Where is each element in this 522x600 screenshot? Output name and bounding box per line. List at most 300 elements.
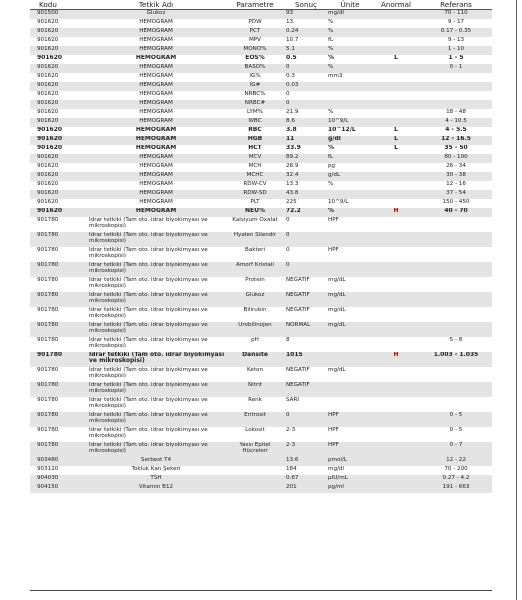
cell-kod: 901620 — [30, 55, 86, 64]
cell-ano — [372, 367, 420, 382]
cell-adi: HEMOGRAM — [86, 55, 226, 64]
cell-ano — [372, 163, 420, 172]
cell-uni: fL — [328, 37, 372, 46]
table-row — [30, 172, 492, 181]
cell-ano — [372, 172, 420, 181]
table-row — [30, 154, 492, 163]
cell-kod: 901620 — [30, 73, 86, 82]
cell-uni: HPF — [328, 442, 372, 457]
cell-kod: 901780 — [30, 382, 86, 397]
cell-par: HGB — [226, 136, 284, 145]
cell-son: 43.8 — [284, 190, 328, 199]
cell-uni — [328, 190, 372, 199]
cell-kod: 901780 — [30, 337, 86, 352]
results-table — [30, 0, 492, 493]
cell-ano: H — [372, 208, 420, 217]
cell-son: SARI — [284, 397, 328, 412]
cell-par: MCV — [226, 154, 284, 163]
table-row — [30, 412, 492, 427]
cell-uni: % — [328, 181, 372, 190]
cell-ano — [372, 484, 420, 493]
cell-son: 13.3 — [284, 181, 328, 190]
cell-ref: 4 - 10.5 — [420, 118, 492, 127]
cell-adi: İdrar tetkiki (Tam oto. idrar biyokimyası ve mikroskopisi) — [86, 277, 226, 292]
cell-par: MPV — [226, 37, 284, 46]
cell-uni: pg — [328, 163, 372, 172]
header-referans: Referans — [420, 0, 492, 10]
cell-uni: g/dL — [328, 172, 372, 181]
cell-ano — [372, 10, 420, 20]
cell-uni: fL — [328, 154, 372, 163]
cell-ref — [420, 91, 492, 100]
cell-adi: İdrar tetkiki (Tam oto. idrar biyokimyası ve mikroskopisi) — [86, 232, 226, 247]
cell-kod: 901620 — [30, 37, 86, 46]
cell-uni: 10^9/L — [328, 118, 372, 127]
cell-ref: 1 - 5 — [420, 55, 492, 64]
table-row — [30, 199, 492, 208]
table-row — [30, 118, 492, 127]
cell-kod: 901620 — [30, 28, 86, 37]
cell-ref: 12 - 16.5 — [420, 136, 492, 145]
cell-kod: 901780 — [30, 427, 86, 442]
cell-ref — [420, 307, 492, 322]
table-row — [30, 28, 492, 37]
results-body — [30, 10, 492, 494]
cell-son: 0 — [284, 262, 328, 277]
cell-uni: % — [328, 46, 372, 55]
cell-par: Nitrit — [226, 382, 284, 397]
cell-ref: 80 - 100 — [420, 154, 492, 163]
table-row — [30, 337, 492, 352]
table-row — [30, 382, 492, 397]
table-row — [30, 457, 492, 466]
cell-ano — [372, 91, 420, 100]
cell-kod: 901620 — [30, 136, 86, 145]
cell-uni: % — [328, 64, 372, 73]
table-row — [30, 397, 492, 412]
cell-son: 72.2 — [284, 208, 328, 217]
cell-adi: HEMOGRAM — [86, 118, 226, 127]
cell-adi: TSH — [86, 475, 226, 484]
cell-ano — [372, 73, 420, 82]
cell-par: Hyalen Silendir — [226, 232, 284, 247]
table-row — [30, 163, 492, 172]
cell-par: Ürobilinojen — [226, 322, 284, 337]
cell-ano: H — [372, 352, 420, 367]
cell-par: PLT — [226, 199, 284, 208]
cell-uni: mg/dL — [328, 307, 372, 322]
cell-par: Amorf Kristali — [226, 262, 284, 277]
cell-uni: g/dl — [328, 136, 372, 145]
cell-par: MCH — [226, 163, 284, 172]
cell-ano — [372, 199, 420, 208]
cell-par: LYM% — [226, 109, 284, 118]
cell-ref: 0.27 - 4.2 — [420, 475, 492, 484]
cell-ano — [372, 277, 420, 292]
cell-par: Bakteri — [226, 247, 284, 262]
table-row — [30, 109, 492, 118]
cell-uni — [328, 232, 372, 247]
cell-adi: İdrar tetkiki (Tam oto. idrar biyokimyası ve mikroskopisi) — [86, 307, 226, 322]
cell-son: 13 — [284, 19, 328, 28]
cell-ano — [372, 397, 420, 412]
cell-kod: 901620 — [30, 154, 86, 163]
cell-son: NORMAL — [284, 322, 328, 337]
cell-kod: 903120 — [30, 466, 86, 475]
cell-ref — [420, 100, 492, 109]
cell-uni — [328, 337, 372, 352]
cell-uni: HPF — [328, 247, 372, 262]
cell-son: 1015 — [284, 352, 328, 367]
cell-ano — [372, 457, 420, 466]
cell-uni: HPF — [328, 427, 372, 442]
cell-ano — [372, 190, 420, 199]
cell-kod: 901620 — [30, 19, 86, 28]
cell-adi: HEMOGRAM — [86, 46, 226, 55]
cell-uni: % — [328, 109, 372, 118]
table-row — [30, 322, 492, 337]
cell-kod: 901780 — [30, 397, 86, 412]
cell-uni: µIU/mL — [328, 475, 372, 484]
cell-ref — [420, 217, 492, 232]
cell-son: 32.4 — [284, 172, 328, 181]
cell-par: RDW-CV — [226, 181, 284, 190]
cell-adi: İdrar tetkiki (Tam oto. idrar biyokimyası ve mikroskopisi) — [86, 412, 226, 427]
table-row — [30, 307, 492, 322]
cell-ref — [420, 322, 492, 337]
cell-par: RBC — [226, 127, 284, 136]
cell-kod: 901620 — [30, 127, 86, 136]
cell-adi: İdrar tetkiki (Tam oto. idrar biyokimyası ve mikroskopisi) — [86, 427, 226, 442]
cell-kod: 901780 — [30, 322, 86, 337]
table-row — [30, 277, 492, 292]
cell-adi: İdrar tetkiki (Tam oto. idrar biyokimyası ve mikroskopisi) — [86, 247, 226, 262]
cell-ref — [420, 382, 492, 397]
cell-par — [226, 466, 284, 475]
cell-kod: 901620 — [30, 208, 86, 217]
cell-son: 8 — [284, 337, 328, 352]
cell-uni: HPF — [328, 412, 372, 427]
cell-adi: HEMOGRAM — [86, 127, 226, 136]
cell-kod: 901780 — [30, 307, 86, 322]
cell-ref — [420, 232, 492, 247]
cell-par: PCT — [226, 28, 284, 37]
header-kodu: Kodu — [30, 0, 86, 10]
cell-par: Dansite — [226, 352, 284, 367]
cell-uni — [328, 397, 372, 412]
table-row — [30, 217, 492, 232]
table-row — [30, 127, 492, 136]
cell-adi: Vitamin B12 — [86, 484, 226, 493]
cell-par: IG# — [226, 82, 284, 91]
cell-par: Yassı Epitel Hücreleri — [226, 442, 284, 457]
cell-ref: 0 - 5 — [420, 427, 492, 442]
table-row — [30, 352, 492, 367]
cell-adi: HEMOGRAM — [86, 73, 226, 82]
cell-kod: 901780 — [30, 352, 86, 367]
cell-son: 0 — [284, 247, 328, 262]
cell-uni: pmol/L — [328, 457, 372, 466]
cell-uni: % — [328, 145, 372, 154]
cell-son: 13.6 — [284, 457, 328, 466]
cell-kod: 901620 — [30, 163, 86, 172]
cell-adi: HEMOGRAM — [86, 181, 226, 190]
table-row — [30, 136, 492, 145]
table-row — [30, 91, 492, 100]
cell-son: 0.24 — [284, 28, 328, 37]
cell-ref: 0.17 - 0.35 — [420, 28, 492, 37]
cell-ano — [372, 64, 420, 73]
cell-kod: 901620 — [30, 145, 86, 154]
cell-par: IG% — [226, 73, 284, 82]
cell-ref: 40 - 70 — [420, 208, 492, 217]
cell-son: 0.5 — [284, 55, 328, 64]
cell-ref: 9 - 17 — [420, 19, 492, 28]
header-sonuc: Sonuç — [284, 0, 328, 10]
table-row — [30, 55, 492, 64]
cell-uni: mg/dL — [328, 292, 372, 307]
cell-ano — [372, 118, 420, 127]
cell-ano — [372, 442, 420, 457]
cell-adi: HEMOGRAM — [86, 190, 226, 199]
cell-son: 2-3 — [284, 442, 328, 457]
cell-adi: Glukoz — [86, 10, 226, 20]
cell-kod: 901620 — [30, 199, 86, 208]
cell-adi: Serbest T4 — [86, 457, 226, 466]
cell-adi: HEMOGRAM — [86, 163, 226, 172]
cell-kod: 901780 — [30, 247, 86, 262]
cell-ano — [372, 322, 420, 337]
cell-adi: Tokluk Kan Şekeri — [86, 466, 226, 475]
cell-ano — [372, 292, 420, 307]
cell-ref: 1.003 - 1.035 — [420, 352, 492, 367]
cell-son: 0 — [284, 232, 328, 247]
cell-son: 0 — [284, 217, 328, 232]
cell-par: PDW — [226, 19, 284, 28]
cell-son: 10.7 — [284, 37, 328, 46]
table-row — [30, 82, 492, 91]
cell-ano — [372, 217, 420, 232]
cell-uni: % — [328, 208, 372, 217]
cell-uni: 10^9/L — [328, 199, 372, 208]
cell-par: NRBC% — [226, 91, 284, 100]
cell-ref: 12 - 16 — [420, 181, 492, 190]
cell-ano — [372, 100, 420, 109]
table-row — [30, 37, 492, 46]
cell-ref: 35 - 50 — [420, 145, 492, 154]
cell-ref: 150 - 450 — [420, 199, 492, 208]
cell-adi: İdrar tetkiki (Tam oto. idrar biyokimyası ve mikroskopisi) — [86, 382, 226, 397]
cell-adi: HEMOGRAM — [86, 109, 226, 118]
cell-adi: HEMOGRAM — [86, 199, 226, 208]
cell-ref: 0 - 5 — [420, 412, 492, 427]
cell-par: HCT — [226, 145, 284, 154]
cell-adi: HEMOGRAM — [86, 91, 226, 100]
cell-son: 184 — [284, 466, 328, 475]
table-row — [30, 100, 492, 109]
table-row — [30, 73, 492, 82]
cell-kod: 903480 — [30, 457, 86, 466]
table-row — [30, 247, 492, 262]
table-row — [30, 64, 492, 73]
header-unite: Ünite — [328, 0, 372, 10]
cell-ano — [372, 382, 420, 397]
table-row — [30, 484, 492, 493]
cell-ref: 26 - 34 — [420, 163, 492, 172]
cell-kod: 901620 — [30, 46, 86, 55]
cell-ref: 5 - 8 — [420, 337, 492, 352]
cell-son: 93 — [284, 10, 328, 20]
table-row — [30, 232, 492, 247]
cell-par: NEU% — [226, 208, 284, 217]
header-parametre: Parametre — [226, 0, 284, 10]
table-row — [30, 208, 492, 217]
cell-ref: 18 - 48 — [420, 109, 492, 118]
cell-son: 0.03 — [284, 82, 328, 91]
cell-adi: İdrar tetkiki (Tam oto. idrar biyokimyası ve mikroskopisi) — [86, 397, 226, 412]
cell-par: pH — [226, 337, 284, 352]
cell-ref — [420, 82, 492, 91]
cell-ano — [372, 28, 420, 37]
cell-son: 201 — [284, 484, 328, 493]
cell-son: 225 — [284, 199, 328, 208]
cell-ref — [420, 367, 492, 382]
table-row — [30, 475, 492, 484]
cell-son: 11 — [284, 136, 328, 145]
cell-uni: mg/dL — [328, 367, 372, 382]
cell-par: Bilirubin — [226, 307, 284, 322]
cell-adi: İdrar tetkiki (Tam oto. idrar biyokimyası ve mikroskopisi) — [86, 217, 226, 232]
cell-ano: L — [372, 136, 420, 145]
cell-uni: mm3 — [328, 73, 372, 82]
cell-par: Glukoz — [226, 292, 284, 307]
cell-kod: 901780 — [30, 442, 86, 457]
cell-ano — [372, 307, 420, 322]
cell-son: 0 — [284, 100, 328, 109]
cell-kod: 901620 — [30, 118, 86, 127]
cell-ref: 30 - 38 — [420, 172, 492, 181]
cell-uni — [328, 262, 372, 277]
cell-son: 0 — [284, 91, 328, 100]
cell-ref: 191 - 663 — [420, 484, 492, 493]
cell-kod: 901620 — [30, 91, 86, 100]
cell-ref: 9 - 13 — [420, 37, 492, 46]
cell-ref: 0 - 1 — [420, 64, 492, 73]
table-row — [30, 19, 492, 28]
cell-ano — [372, 412, 420, 427]
cell-adi: İdrar tetkiki (Tam oto. idrar biyokimyası ve mikroskopisi) — [86, 442, 226, 457]
cell-par: EOS% — [226, 55, 284, 64]
cell-ano — [372, 337, 420, 352]
cell-par: RDW-SD — [226, 190, 284, 199]
cell-kod: 904030 — [30, 475, 86, 484]
cell-kod: 901780 — [30, 292, 86, 307]
cell-son: 0 — [284, 412, 328, 427]
cell-son: NEGATİF — [284, 367, 328, 382]
cell-adi: HEMOGRAM — [86, 82, 226, 91]
footer-divider — [30, 590, 492, 591]
cell-ref — [420, 262, 492, 277]
table-row — [30, 190, 492, 199]
cell-uni: pg/ml — [328, 484, 372, 493]
cell-par: MONO% — [226, 46, 284, 55]
table-row — [30, 292, 492, 307]
cell-son: NEGATİF — [284, 292, 328, 307]
cell-ano — [372, 154, 420, 163]
cell-kod: 901780 — [30, 262, 86, 277]
cell-par — [226, 484, 284, 493]
cell-ano: L — [372, 127, 420, 136]
cell-ref — [420, 292, 492, 307]
cell-ano — [372, 37, 420, 46]
cell-kod: 901620 — [30, 100, 86, 109]
table-row — [30, 181, 492, 190]
cell-par: Lokosit — [226, 427, 284, 442]
cell-ano — [372, 181, 420, 190]
cell-par — [226, 475, 284, 484]
cell-uni: % — [328, 55, 372, 64]
cell-adi: HEMOGRAM — [86, 136, 226, 145]
cell-son: 3.8 — [284, 127, 328, 136]
cell-par: Eritrosit — [226, 412, 284, 427]
cell-son: 0 — [284, 64, 328, 73]
cell-son: NEGATİF — [284, 382, 328, 397]
cell-kod: 904150 — [30, 484, 86, 493]
cell-son: 8.6 — [284, 118, 328, 127]
cell-kod: 901780 — [30, 367, 86, 382]
cell-ref: 1 - 10 — [420, 46, 492, 55]
cell-uni: 10^12/L — [328, 127, 372, 136]
table-row — [30, 442, 492, 457]
cell-son: NEGATİF — [284, 277, 328, 292]
cell-kod: 901620 — [30, 181, 86, 190]
page-edge — [516, 0, 517, 600]
cell-ano: L — [372, 145, 420, 154]
cell-ref — [420, 73, 492, 82]
cell-adi: HEMOGRAM — [86, 28, 226, 37]
header-tetkik-adi: Tetkik Adı — [86, 0, 226, 10]
cell-uni — [328, 91, 372, 100]
cell-uni: % — [328, 19, 372, 28]
cell-adi: İdrar tetkiki (Tam oto. idrar biyokimyası ve mikroskopisi) — [86, 262, 226, 277]
cell-ref: 12 - 22 — [420, 457, 492, 466]
cell-adi: HEMOGRAM — [86, 145, 226, 154]
cell-ref: 0 - 7 — [420, 442, 492, 457]
table-row — [30, 46, 492, 55]
cell-adi: HEMOGRAM — [86, 172, 226, 181]
cell-ano — [372, 109, 420, 118]
table-row — [30, 145, 492, 154]
cell-ref — [420, 247, 492, 262]
cell-ref — [420, 277, 492, 292]
cell-uni: mg/dL — [328, 322, 372, 337]
cell-uni: mg/dL — [328, 277, 372, 292]
cell-adi: İdrar tetkiki (Tam oto. idrar biyokimyası ve mikroskopisi) — [86, 337, 226, 352]
cell-par: MCHC — [226, 172, 284, 181]
cell-adi: HEMOGRAM — [86, 37, 226, 46]
cell-ref — [420, 397, 492, 412]
cell-ano — [372, 475, 420, 484]
cell-son: 2-3 — [284, 427, 328, 442]
cell-uni — [328, 82, 372, 91]
cell-par — [226, 457, 284, 466]
cell-uni: HPF — [328, 217, 372, 232]
cell-par: WBC — [226, 118, 284, 127]
cell-kod: 901780 — [30, 412, 86, 427]
cell-adi: HEMOGRAM — [86, 100, 226, 109]
cell-kod: 901780 — [30, 217, 86, 232]
cell-kod: 901780 — [30, 277, 86, 292]
